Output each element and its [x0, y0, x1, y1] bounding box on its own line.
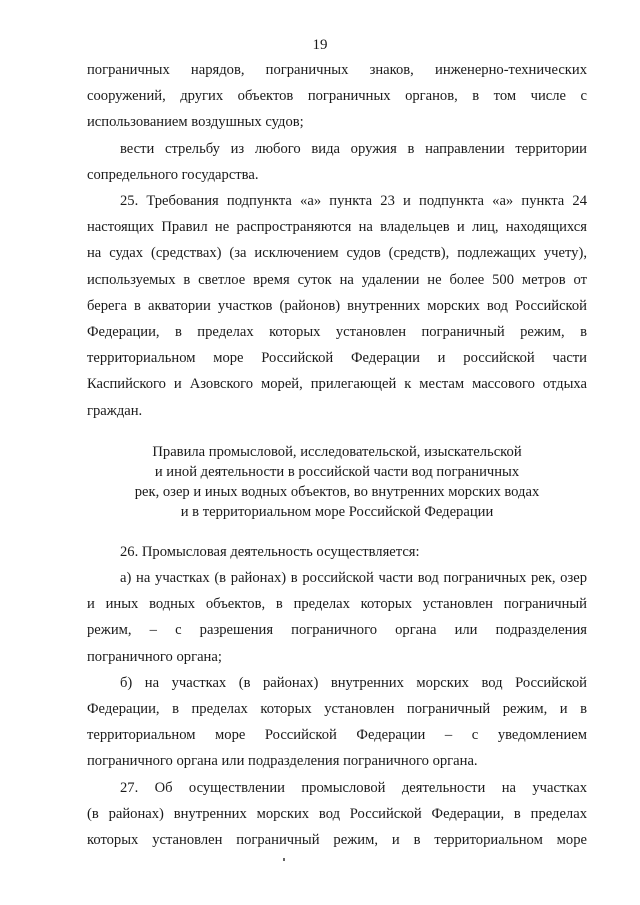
page-number: 19: [312, 37, 328, 53]
text-line: настоящих Правил не распространяются на владельцев и лиц, находящихся: [87, 219, 587, 236]
text-line: использованием воздушных судов;: [87, 114, 304, 131]
text-line: сооружений, других объектов пограничных органов, в том числе с: [87, 88, 587, 105]
section-heading: [87, 442, 587, 522]
text-line: которых установлен пограничный режим, и в территориальном море: [87, 832, 587, 849]
paragraph: [87, 539, 587, 565]
text-line: пограничного органа;: [87, 648, 222, 665]
text-line: а) на участках (в районах) в российской части вод пограничных рек, озер: [120, 570, 587, 587]
paragraph: [87, 565, 587, 670]
text-line: Федерации, в пределах которых установлен пограничный режим, и в: [87, 701, 587, 718]
paragraph: [87, 57, 587, 136]
paragraph: [87, 775, 587, 854]
text-line: 27. Об осуществлении промысловой деятельности на участках: [120, 779, 587, 796]
heading-line: рек, озер и иных водных объектов, во внутренних морских водах: [134, 483, 540, 500]
scan-speck: [283, 858, 285, 861]
text-line: б) на участках (в районах) внутренних морских вод Российской: [120, 674, 587, 691]
text-line: Федерации, в пределах которых установлен пограничный режим, в: [87, 324, 587, 341]
text-line: территориальном море Российской Федерации и российской части: [87, 350, 587, 367]
paragraph: [87, 188, 587, 424]
text-line: режим, – с разрешения пограничного органа или подразделения: [87, 622, 587, 639]
heading-line: Правила промысловой, исследовательской, изыскательской: [152, 443, 522, 460]
paragraph: [87, 136, 587, 188]
text-line: 25. Требования подпункта «а» пункта 23 и подпункта «а» пункта 24: [120, 193, 587, 210]
text-line: сопредельного государства.: [87, 166, 259, 183]
text-line: вести стрельбу из любого вида оружия в направлении территории: [120, 140, 587, 157]
text-line: используемых в светлое время суток на удалении не более 500 метров от: [87, 271, 587, 288]
text-line: на судах (средствах) (за исключением судов (средств), подлежащих учету),: [87, 245, 587, 262]
text-line: и иных водных объектов, в пределах которых установлен пограничный: [87, 596, 587, 613]
text-line: территориальном море Российской Федерации – с уведомлением: [87, 727, 587, 744]
text-line: пограничного органа или подразделения пограничного органа.: [87, 753, 478, 770]
heading-line: и иной деятельности в российской части вод пограничных: [154, 463, 520, 480]
text-line: (в районах) внутренних морских вод Российской Федерации, в пределах: [87, 805, 587, 822]
heading-line: и в территориальном море Российской Федерации: [180, 503, 494, 520]
document-body: [87, 57, 587, 853]
text-line: 26. Промысловая деятельность осуществляется:: [120, 543, 420, 560]
text-line: пограничных нарядов, пограничных знаков, инженерно-технических: [87, 62, 587, 78]
text-line: берега в акватории участков (районов) внутренних морских вод Российской: [87, 297, 587, 314]
text-line: Каспийского и Азовского морей, прилегающей к местам массового отдыха: [87, 376, 587, 393]
text-line: граждан.: [87, 402, 143, 419]
paragraph: [87, 670, 587, 775]
